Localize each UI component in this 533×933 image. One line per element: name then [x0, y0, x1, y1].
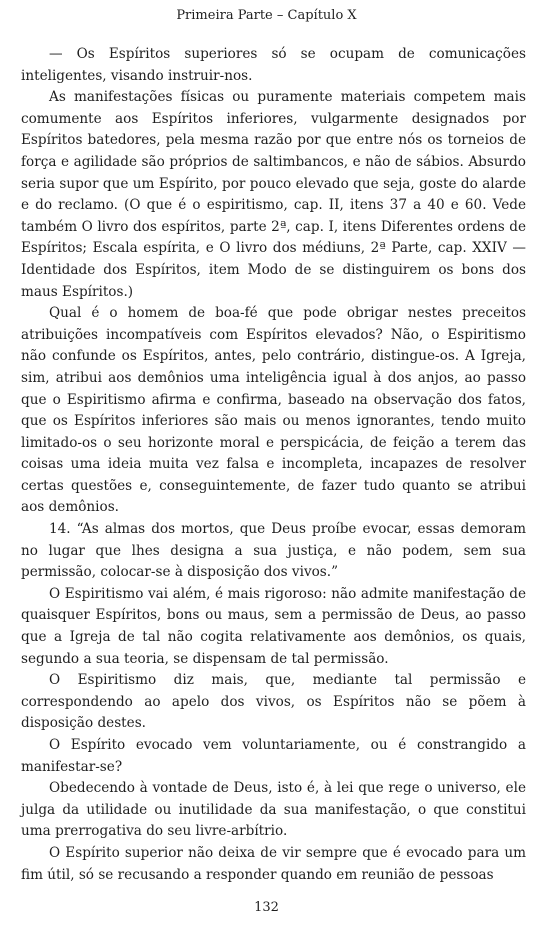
paragraph: O Espírito evocado vem voluntariamente, ou é constrangido a manifestar-se?	[21, 737, 526, 775]
paragraph: — Os Espíritos superiores só se ocupam de comunicações inteligentes, visando instruir-nos.	[21, 46, 526, 84]
paragraph: O Espiritismo diz mais, que, mediante tal permissão e correspondendo ao apelo dos vivos, os Espíritos não se põem à disposição destes.	[21, 672, 526, 732]
page-body	[21, 44, 526, 886]
page-number: 132	[254, 900, 279, 915]
paragraph: Obedecendo à vontade de Deus, isto é, à lei que rege o universo, ele julga da utilidade ou inutilidade da sua manifestação, o que constitui uma prerrogativa do seu livre-arbítrio.	[21, 780, 526, 840]
running-head: Primeira Parte – Capítulo X	[176, 8, 357, 23]
paragraph: O Espiritismo vai além, é mais rigoroso: não admite manifestação de quaisquer Espíritos, bons ou maus, sem a permissão de Deus, ao passo que a Igreja de tal não cogita relativamente aos demônios, os quais, segundo a sua teoria, se dispensam de tal permissão.	[21, 585, 526, 667]
paragraph: 14. “As almas dos mortos, que Deus proíbe evocar, essas demoram no lugar que lhes designa a sua justiça, e não podem, sem sua permissão, colocar-se à disposição dos vivos.”	[21, 521, 526, 581]
paragraph: As manifestações físicas ou puramente materiais competem mais comumente aos Espíritos inferiores, vulgarmente designados por Espíritos batedores, pela mesma razão por que entre nós os torneios de força e agilidade são próprios de saltimbancos, e não de sábios. Absurdo seria supor que um Espírito, por pouco elevado que seja, goste do alarde e do reclamo. (O que é o espiritismo, cap. II, itens 37 a 40 e 60. Vede também O livro dos espíritos, parte 2ª, cap. I, itens Diferentes ordens de Espíritos; Escala espírita, e O livro dos médiuns, 2ª Parte, cap. XXIV — Identidade dos Espíritos, item Modo de se distinguirem os bons dos maus Espíritos.)	[21, 89, 526, 300]
paragraph: O Espírito superior não deixa de vir sempre que é evocado para um fim útil, só se recusando a responder quando em reunião de pessoas	[21, 844, 526, 883]
paragraph: Qual é o homem de boa-fé que pode obrigar nestes preceitos atribuições incompatíveis com Espíritos elevados? Não, o Espiritismo não confunde os Espíritos, antes, pelo contrário, distingue-os. A Igreja, sim, atribui aos demônios uma inteligência igual à dos anjos, ao passo que o Espiritismo afirma e confirma, baseado na observação dos fatos, que os Espíritos inferiores são mais ou menos ignorantes, tendo muito limitado-os o seu horizonte moral e perspicácia, de feição a terem das coisas uma ideia muita vez falsa e incompleta, incapazes de resolver certas questões e, conseguintemente, de fazer tudo quanto se atribui aos demônios.	[21, 305, 526, 516]
